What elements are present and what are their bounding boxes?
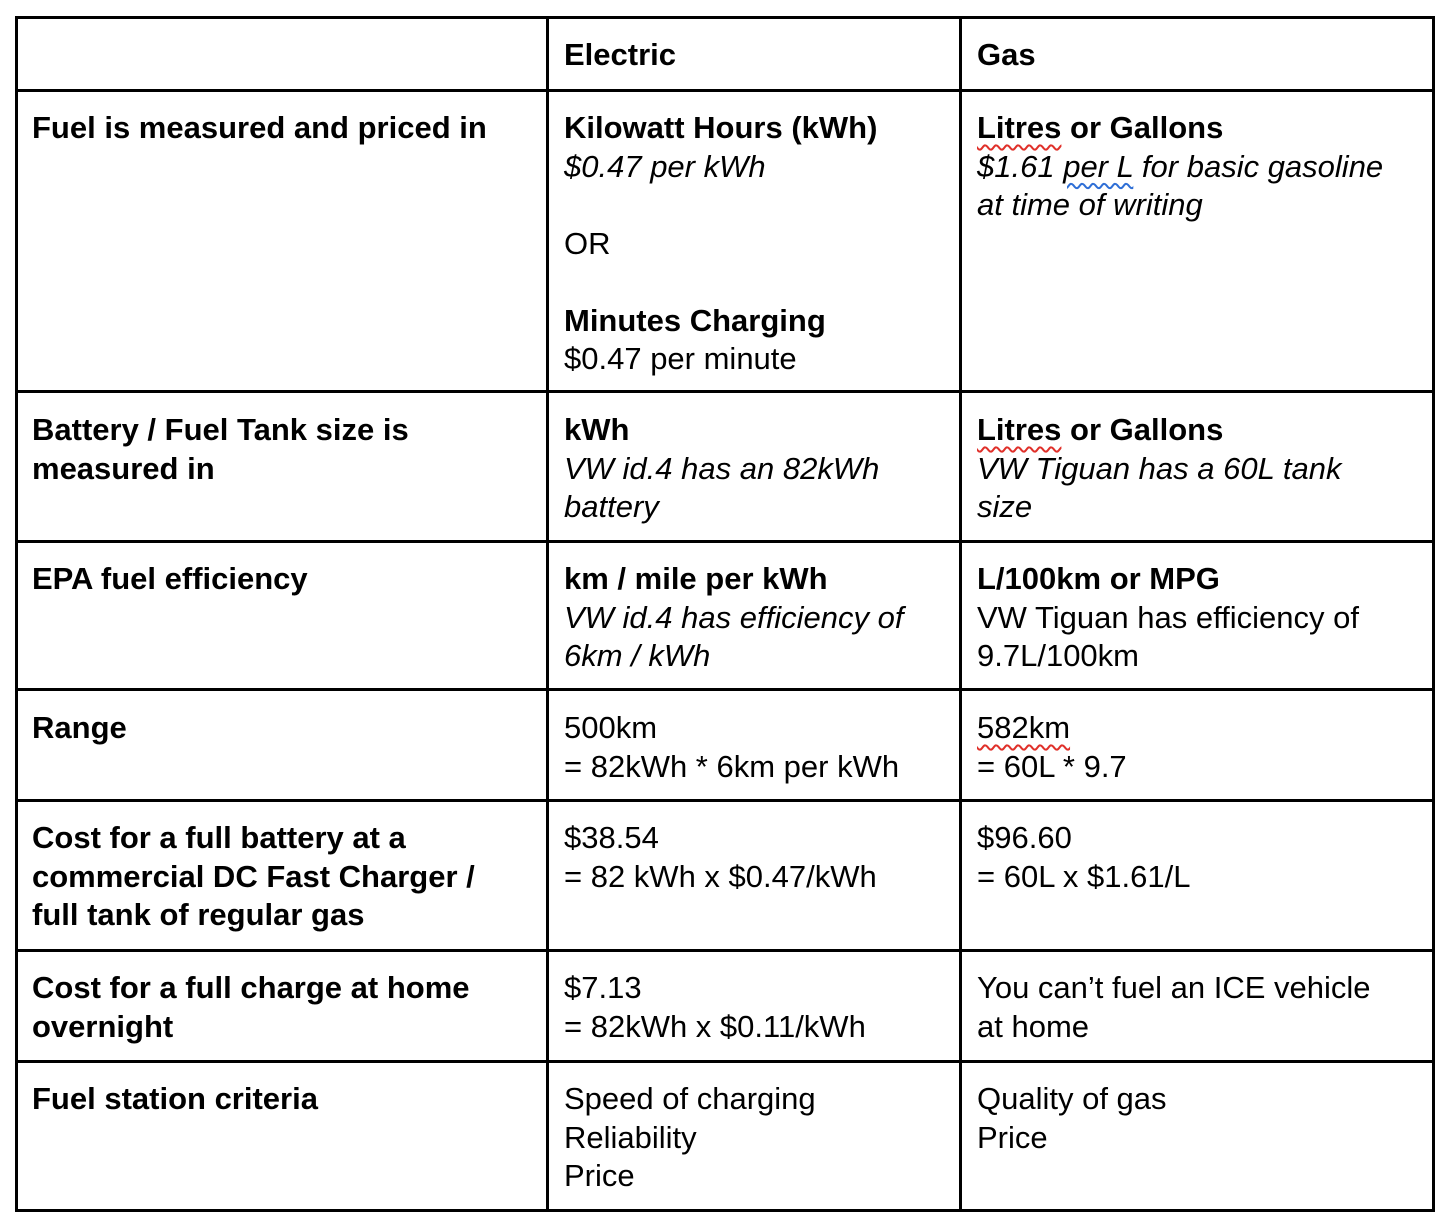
header-electric: Electric [564, 37, 677, 72]
row-label [32, 1080, 318, 1119]
cell-detail: = 82 kWh x $0.47/kWh [564, 858, 877, 894]
table-border [15, 16, 1435, 19]
gas-cell [977, 819, 1190, 896]
electric-cell [564, 109, 877, 379]
header-gas: Gas [977, 37, 1036, 72]
row-label-text: Fuel is measured and priced in [32, 110, 487, 145]
table-border [15, 1060, 1435, 1063]
row-label-text: commercial DC Fast Charger / [32, 858, 475, 894]
cell-detail: $96.60 [977, 820, 1072, 855]
spellcheck-word: Litres [977, 412, 1062, 447]
cell-detail: Price [564, 1158, 635, 1193]
row-label-text: measured in [32, 450, 215, 486]
table-border [15, 89, 1435, 92]
cell-title: km / mile per kWh [564, 561, 828, 596]
spacer [564, 186, 877, 225]
cell-detail-part: $1.61 [977, 148, 1064, 184]
spacer [564, 263, 877, 302]
electric-cell [564, 819, 877, 896]
row-label-text: overnight [32, 1008, 174, 1044]
cell-detail [977, 148, 1383, 187]
cell-detail: 6km / kWh [564, 638, 711, 673]
electric-cell [564, 969, 866, 1046]
table-border [15, 949, 1435, 952]
cell-detail: You can’t fuel an ICE vehicle [977, 970, 1371, 1005]
cell-detail: Reliability [564, 1119, 697, 1155]
table-border [15, 688, 1435, 691]
cell-detail: VW Tiguan has a 60L tank [977, 450, 1342, 486]
gas-cell [977, 1080, 1167, 1157]
cell-title: Minutes Charging [564, 302, 826, 338]
row-label-text: Cost for a full battery at a [32, 820, 406, 855]
cell-detail: 500km [564, 710, 658, 745]
spellcheck-word: Litres [977, 110, 1062, 145]
table-border [15, 16, 18, 1212]
cell-detail-part: for basic gasoline [1133, 148, 1384, 184]
electric-cell [564, 1080, 816, 1196]
cell-detail: = 60L x $1.61/L [977, 858, 1191, 894]
cell-detail [977, 709, 1127, 748]
cell-detail: size [977, 489, 1033, 524]
cell-title [977, 109, 1383, 148]
cell-detail: Price [977, 1119, 1048, 1155]
cell-detail: = 82kWh * 6km per kWh [564, 748, 900, 784]
row-label [32, 560, 308, 599]
cell-title: kWh [564, 412, 630, 447]
cell-detail: = 60L * 9.7 [977, 748, 1127, 784]
table-border [546, 16, 549, 1212]
table-border [15, 799, 1435, 802]
cell-detail: $0.47 per minute [564, 341, 797, 376]
cell-detail: $0.47 per kWh [564, 148, 766, 184]
row-label [32, 709, 127, 748]
electric-cell [564, 560, 903, 676]
gas-cell [977, 969, 1371, 1046]
cell-detail: Speed of charging [564, 1081, 816, 1116]
header-row [564, 36, 676, 75]
table-border [15, 540, 1435, 543]
row-label-text: Cost for a full charge at home [32, 970, 470, 1005]
cell-detail: 9.7L/100km [977, 638, 1139, 673]
header-row [977, 36, 1036, 75]
table-border [959, 16, 962, 1212]
grammar-check-word: per L [1063, 148, 1134, 184]
gas-cell [977, 709, 1127, 786]
cell-detail: = 82kWh x $0.11/kWh [564, 1008, 866, 1044]
table-border [15, 1209, 1435, 1212]
cell-detail: $7.13 [564, 970, 642, 1005]
cell-detail: battery [564, 489, 659, 524]
cell-detail: VW id.4 has an 82kWh [564, 450, 880, 486]
cell-detail: at time of writing [977, 187, 1203, 222]
cell-title-rest: or Gallons [1061, 412, 1224, 447]
gas-cell [977, 109, 1383, 225]
row-label [32, 109, 487, 148]
cell-detail: $38.54 [564, 820, 659, 855]
cell-title [977, 411, 1342, 450]
cell-title-rest: or Gallons [1061, 110, 1224, 145]
cell-detail: at home [977, 1008, 1090, 1044]
electric-cell [564, 709, 899, 786]
cell-detail: Quality of gas [977, 1081, 1167, 1116]
row-label-text: Range [32, 710, 127, 745]
cell-title: Kilowatt Hours (kWh) [564, 110, 878, 145]
row-label-text: EPA fuel efficiency [32, 561, 308, 596]
spellcheck-word: 582km [977, 710, 1071, 745]
row-label-text: Battery / Fuel Tank size is [32, 412, 409, 447]
row-label [32, 819, 475, 935]
row-label-text: full tank of regular gas [32, 897, 365, 932]
cell-detail: OR [564, 225, 611, 261]
table-border [1432, 16, 1435, 1212]
cell-title: L/100km or MPG [977, 561, 1220, 596]
electric-cell [564, 411, 879, 527]
gas-cell [977, 560, 1359, 676]
row-label [32, 969, 470, 1046]
gas-cell [977, 411, 1342, 527]
table-border [15, 390, 1435, 393]
row-label [32, 411, 409, 488]
cell-detail: VW Tiguan has efficiency of [977, 599, 1359, 635]
cell-detail: VW id.4 has efficiency of [564, 599, 904, 635]
row-label-text: Fuel station criteria [32, 1081, 318, 1116]
